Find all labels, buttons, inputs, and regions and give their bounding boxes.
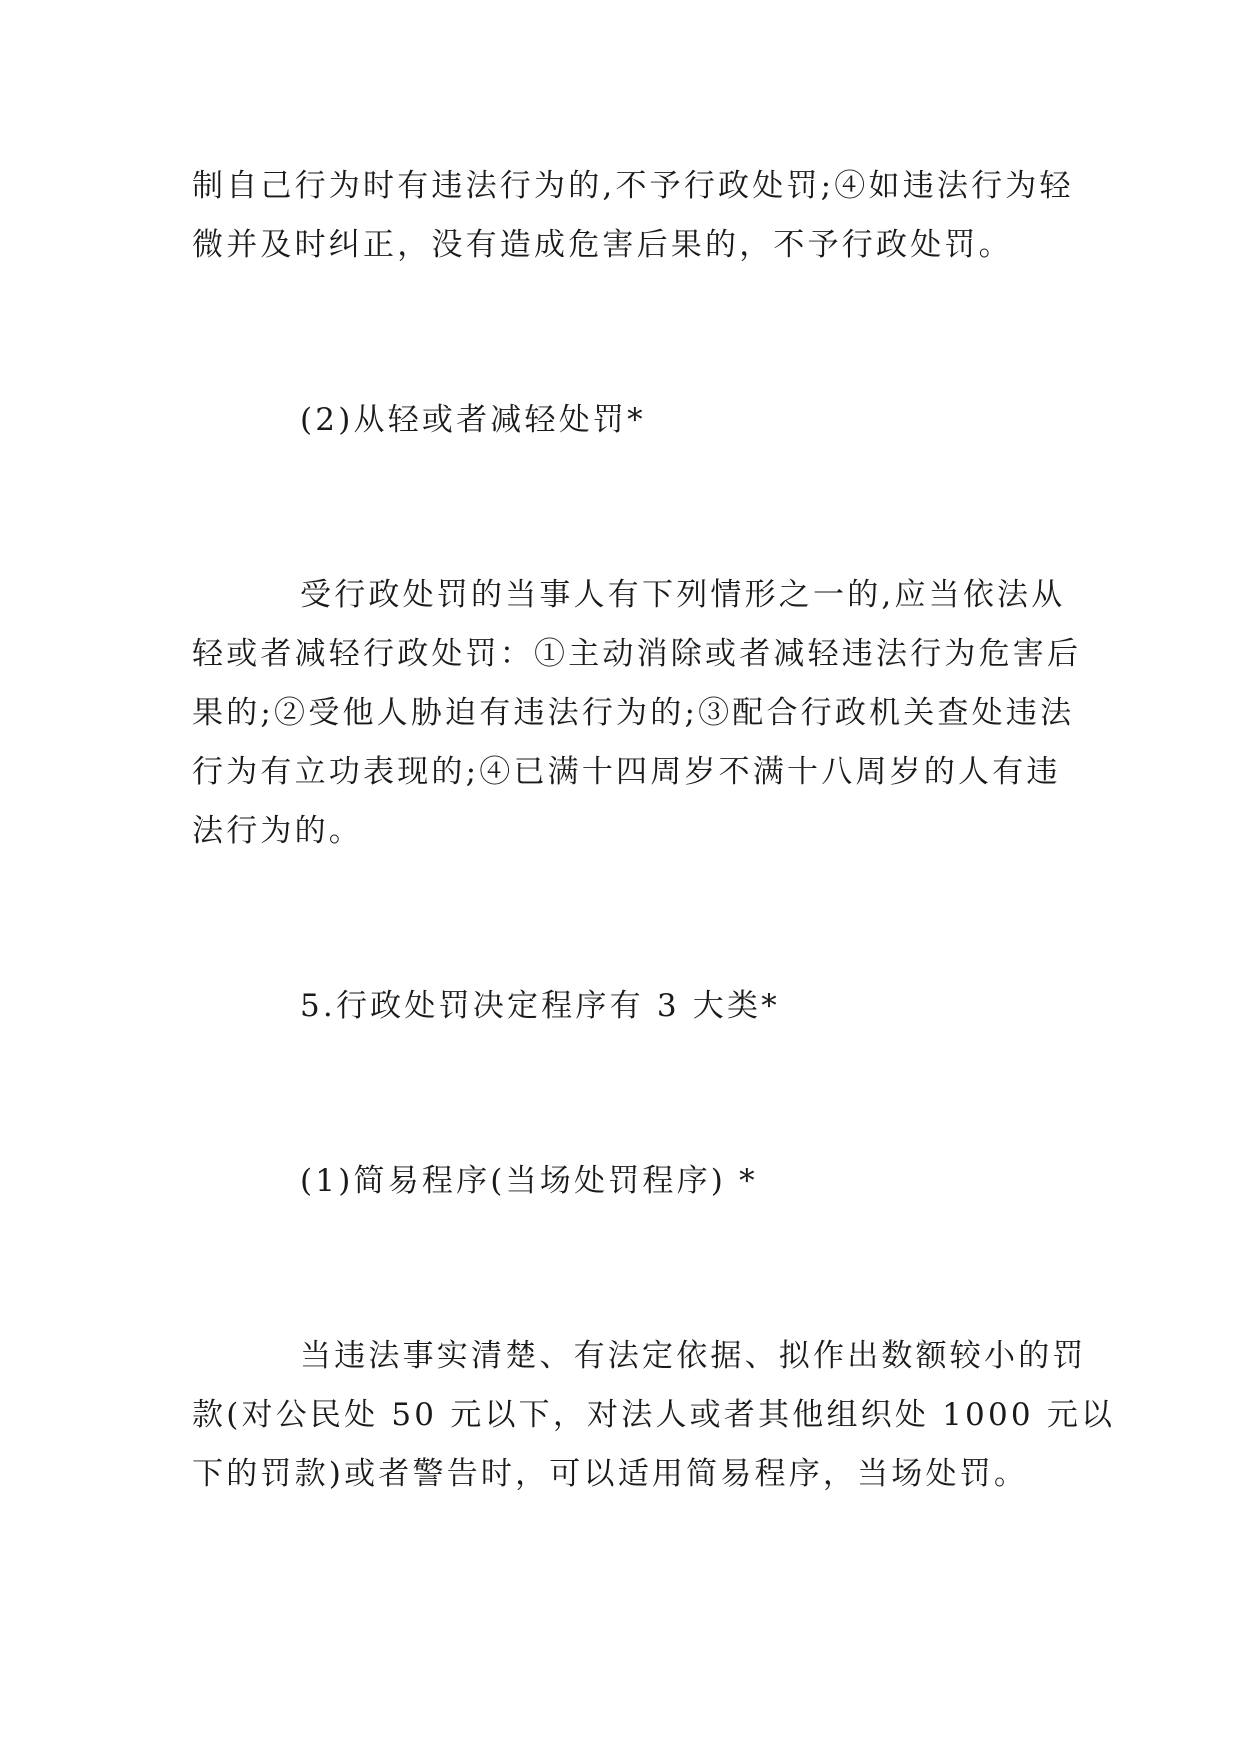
paragraph-line: 法行为的。 bbox=[192, 813, 363, 849]
paragraph-line: 微并及时纠正，没有造成危害后果的，不予行政处罚。 bbox=[192, 227, 1013, 263]
paragraph-line: 款(对公民处 50 元以下，对法人或者其他组织处 1000 元以 bbox=[192, 1397, 1116, 1433]
paragraph-line: 当违法事实清楚、有法定依据、拟作出数额较小的罚 bbox=[300, 1338, 1087, 1374]
paragraph-line: 行为有立功表现的;④已满十四周岁不满十八周岁的人有违 bbox=[192, 754, 1061, 790]
paragraph-line: 制自己行为时有违法行为的,不予行政处罚;④如违法行为轻 bbox=[192, 168, 1074, 204]
section-heading: (2)从轻或者减轻处罚* bbox=[300, 402, 646, 438]
paragraph-line: 受行政处罚的当事人有下列情形之一的,应当依法从 bbox=[300, 577, 1066, 613]
paragraph-line: 果的;②受他人胁迫有违法行为的;③配合行政机关查处违法 bbox=[192, 695, 1075, 731]
paragraph-line: 轻或者减轻行政处罚：①主动消除或者减轻违法行为危害后 bbox=[192, 636, 1082, 672]
paragraph-line: 下的罚款)或者警告时，可以适用简易程序，当场处罚。 bbox=[192, 1456, 1029, 1492]
section-heading: 5.行政处罚决定程序有 3 大类* bbox=[300, 988, 780, 1024]
section-heading: (1)简易程序(当场处罚程序) * bbox=[300, 1163, 758, 1199]
